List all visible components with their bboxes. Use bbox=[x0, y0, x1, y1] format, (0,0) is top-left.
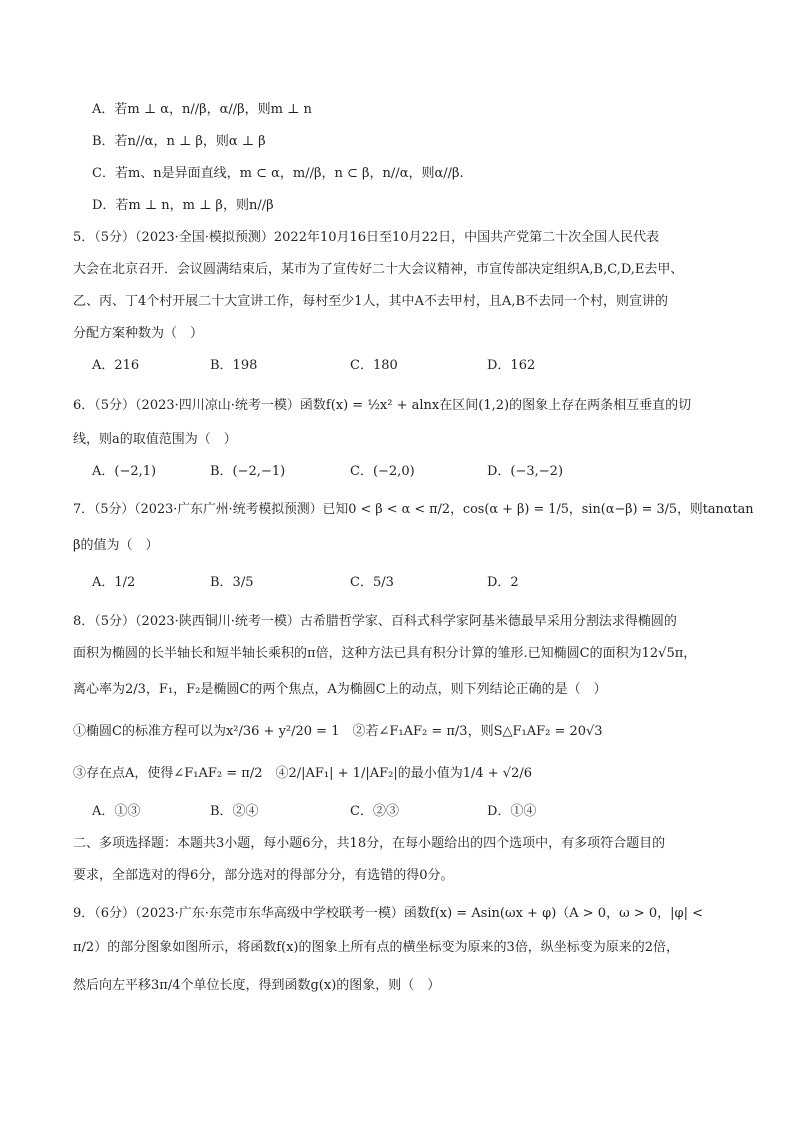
q6-option-d: D．(−3,−2) bbox=[487, 464, 564, 479]
q9-line-1: 9．（6分）（2023·广东·东莞市东华高级中学校联考一模）函数f(x) = Asin(ωx + φ)（A > 0，ω > 0，|φ| < bbox=[73, 906, 703, 921]
q5-option-a: A．216 bbox=[92, 358, 140, 373]
q6-option-a: A．(−2,1) bbox=[92, 464, 157, 479]
q6-option-b: B．(−2,−1) bbox=[210, 464, 286, 479]
q8-option-d: D．①④ bbox=[487, 804, 537, 819]
q9-line-3: 然后向左平移3π/4个单位长度，得到函数g(x)的图象，则（ ） bbox=[73, 978, 441, 993]
q8-line-3: 离心率为2/3，F₁，F₂是椭圆C的两个焦点，A为椭圆C上的动点，则下列结论正确的是（ ） bbox=[73, 682, 607, 697]
q5-line-1: 5．（5分）（2023·全国·模拟预测）2022年10月16日至10月22日，中国共产党第二十次全国人民代表 bbox=[73, 230, 660, 245]
q7-option-a: A．1/2 bbox=[92, 575, 136, 590]
q6-option-c: C．(−2,0) bbox=[350, 464, 415, 479]
q9-line-2: π/2）的部分图象如图所示，将函数f(x)的图象上所有点的横坐标变为原来的3倍，纵坐标变为原来的2倍， bbox=[73, 940, 680, 955]
q8-line-2: 面积为椭圆的长半轴长和短半轴长乘积的π倍，这种方法已具有积分计算的雏形.已知椭圆C的面积为12√5π， bbox=[73, 646, 697, 661]
q4-option-b: B．若n//α，n ⊥ β，则α ⊥ β bbox=[92, 134, 266, 149]
q7-option-b: B．3/5 bbox=[210, 575, 254, 590]
q5-options bbox=[0, 356, 794, 376]
section-2-heading: 二、多项选择题：本题共3小题，每小题6分，共18分，在每小题给出的四个选项中，有多项符合题目的 bbox=[73, 836, 666, 851]
section-2-instructions: 要求，全部选对的得6分，部分选对的得部分分，有选错的得0分。 bbox=[73, 868, 454, 883]
q8-line-1: 8．（5分）（2023·陕西铜川·统考一模）古希腊哲学家、百科式科学家阿基米德最早采用分割法求得椭圆的 bbox=[73, 614, 677, 629]
q7-option-d: D．2 bbox=[487, 575, 519, 590]
q8-options bbox=[0, 802, 794, 822]
q6-options bbox=[0, 462, 794, 482]
q8-statement-3-4: ③存在点A，使得∠F₁AF₂ = π/2 ④2/|AF₁| + 1/|AF₂|的最小值为1/4 + √2/6 bbox=[73, 766, 532, 781]
q4-option-d: D．若m ⊥ n，m ⊥ β，则n//β bbox=[92, 198, 274, 213]
q5-option-b: B．198 bbox=[210, 358, 258, 373]
q8-statement-1-2: ①椭圆C的标准方程可以为x²/36 + y²/20 = 1 ②若∠F₁AF₂ = π/3，则S△F₁AF₂ = 20√3 bbox=[73, 724, 603, 739]
q7-line-1: 7．（5分）（2023·广东广州·统考模拟预测）已知0 < β < α < π/2，cos(α + β) = 1/5，sin(α−β) = 3/5，则tanαtan bbox=[73, 502, 754, 517]
q4-option-c: C．若m、n是异面直线，m ⊂ α，m//β，n ⊂ β，n//α，则α//β. bbox=[92, 166, 464, 181]
q5-option-c: C．180 bbox=[350, 358, 398, 373]
q7-options bbox=[0, 573, 794, 593]
q8-option-a: A．①③ bbox=[92, 804, 141, 819]
q5-line-2: 大会在北京召开．会议圆满结束后，某市为了宣传好二十大会议精神，市宣传部决定组织A,B,C,D,E去甲、 bbox=[73, 262, 684, 277]
q5-line-4: 分配方案种数为（ ） bbox=[73, 326, 204, 341]
q8-option-c: C．②③ bbox=[350, 804, 399, 819]
q6-line-1: 6．（5分）（2023·四川凉山·统考一模）函数f(x) = ½x² + alnx在区间(1,2)的图象上存在两条相互垂直的切 bbox=[73, 398, 692, 413]
q4-option-a: A．若m ⊥ α，n//β，α//β，则m ⊥ n bbox=[92, 102, 312, 117]
q6-line-2: 线，则a的取值范围为（ ） bbox=[73, 432, 237, 447]
q5-option-d: D．162 bbox=[487, 358, 536, 373]
q5-line-3: 乙、丙、丁4个村开展二十大宣讲工作，每村至少1人，其中A不去甲村，且A,B不去同一个村，则宣讲的 bbox=[73, 294, 669, 309]
q8-option-b: B．②④ bbox=[210, 804, 259, 819]
q7-option-c: C．5/3 bbox=[350, 575, 394, 590]
q7-line-2: β的值为（ ） bbox=[73, 538, 159, 553]
